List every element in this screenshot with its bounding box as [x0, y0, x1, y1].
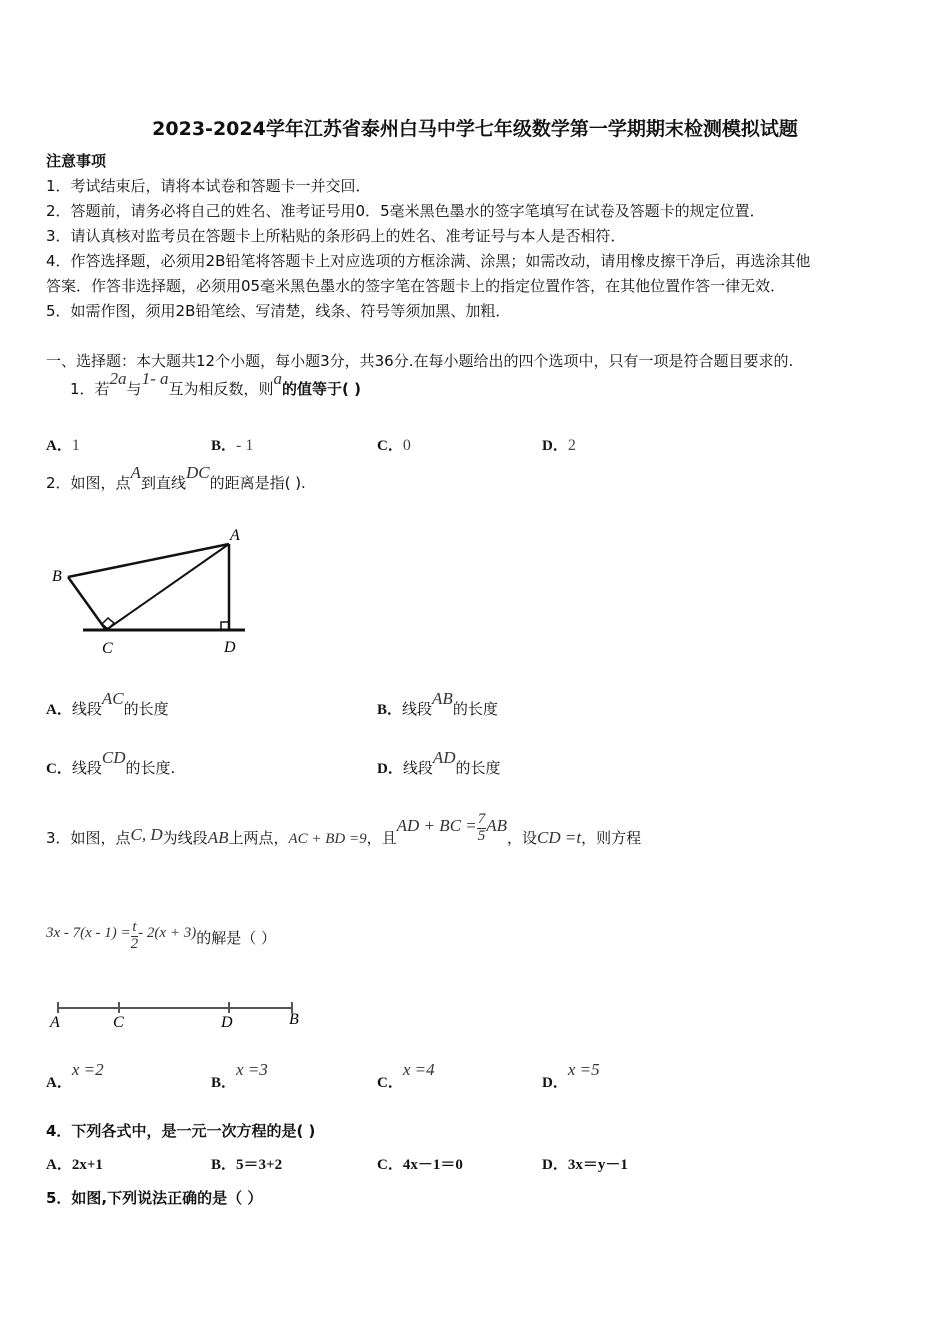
- label-c: C: [102, 640, 113, 657]
- label-d: D: [224, 639, 236, 656]
- q1-math-1-minus-a: 1- a: [141, 369, 169, 388]
- q2-option-d[interactable]: D．线段AD的长度: [377, 748, 501, 777]
- label-b: B: [52, 568, 62, 585]
- label-d: D: [221, 1014, 233, 1031]
- q4-option-d[interactable]: D．3x＝y－1: [542, 1157, 628, 1173]
- q3-fraction-7-5: $\frac{7}{5}$: [477, 811, 486, 844]
- q2-suffix: 的距离是指( ).: [209, 474, 306, 492]
- q3-option-d[interactable]: D．x =5: [542, 1060, 600, 1091]
- label-b: B: [289, 1011, 299, 1028]
- q3-eq-left: 3x - 7(x - 1) =: [46, 924, 131, 941]
- label-a: A: [50, 1014, 60, 1031]
- question-4: 4．下列各式中，是一元一次方程的是( ): [46, 1122, 316, 1140]
- q3-math-sum: AC + BD =9: [288, 831, 367, 847]
- q2-option-a[interactable]: A．线段AC的长度: [46, 689, 169, 718]
- page-title: 2023-2024学年江苏省泰州白马中学七年级数学第一学期期末检测模拟试题: [152, 118, 798, 140]
- q4-option-b[interactable]: B．5＝3+2: [211, 1157, 283, 1173]
- notice-heading: 注意事项: [46, 152, 107, 170]
- q2-triangle-figure: [40, 520, 260, 660]
- q3-mid2: 上两点，: [228, 829, 289, 847]
- q3-option-b[interactable]: B．x =3: [211, 1060, 268, 1091]
- notice-item-3: 3．请认真核对监考员在答题卡上所粘贴的条形码上的姓名、准考证号与本人是否相符．: [46, 227, 626, 245]
- q3-math-cd: C, D: [130, 825, 163, 844]
- q1-prefix: 1．若: [70, 380, 110, 398]
- question-2: [46, 463, 306, 493]
- q1-option-a[interactable]: A．1: [46, 437, 80, 454]
- q3-math-cdt: CD =t: [537, 828, 582, 847]
- notice-item-4-cont: 答案．作答非选择题，必须用05毫米黑色墨水的签字笔在答题卡上的指定位置作答，在其他位置作答一律无效．: [46, 277, 786, 295]
- q3-option-a[interactable]: A．x =2: [46, 1060, 104, 1091]
- q1-option-c[interactable]: C．0: [377, 437, 411, 454]
- q1-mid1: 与: [126, 380, 142, 398]
- q3-mid3: ，且: [366, 829, 397, 847]
- notice-item-4: 4．作答选择题，必须用2B铅笔将答题卡上对应选项的方框涂满、涂黑；如需改动，请用橡皮擦干净后，再选涂其他: [46, 252, 811, 270]
- q3-math-ab: AB: [207, 828, 229, 847]
- q3-mid4: ，设: [507, 829, 538, 847]
- q3-segment-figure: [40, 995, 320, 1035]
- q3-math-ab2: AB: [486, 816, 508, 835]
- question-5: 5．如图,下列说法正确的是（ ）: [46, 1189, 263, 1207]
- q3-eq-fraction: $\frac{t}{2}$: [130, 919, 139, 952]
- q4-option-a[interactable]: A．2x+1: [46, 1157, 103, 1173]
- q1-math-2a: 2a: [109, 369, 127, 388]
- q2-option-c[interactable]: C．线段CD的长度.: [46, 748, 176, 777]
- q2-mid: 到直线: [140, 474, 186, 492]
- q3-mid1: 为线段: [162, 829, 208, 847]
- q3-math-adbc: AD + BC =: [396, 816, 477, 835]
- q3-eq-right: - 2(x + 3): [138, 924, 197, 941]
- notice-item-1: 1．考试结束后，请将本试卷和答题卡一并交回．: [46, 177, 371, 195]
- question-1: [70, 369, 361, 399]
- q1-suffix: 的值等于( ): [282, 380, 361, 398]
- q3-eq-suffix: 的解是（ ）: [196, 928, 276, 947]
- q3-suffix: ，则方程: [581, 829, 642, 847]
- q4-option-c[interactable]: C．4x－1＝0: [377, 1157, 463, 1173]
- q1-math-a: a: [273, 369, 282, 388]
- q2-math-a: A: [130, 463, 141, 482]
- question-3: [46, 808, 641, 869]
- q3-prefix: 3．如图，点: [46, 829, 131, 847]
- label-c: C: [113, 1014, 124, 1031]
- q2-option-b[interactable]: B．线段AB的长度: [377, 689, 498, 718]
- label-a: A: [230, 527, 240, 544]
- q1-mid2: 互为相反数，则: [168, 380, 274, 398]
- notice-item-2: 2．答题前，请务必将自己的姓名、准考证号用0．5毫米黑色墨水的签字笔填写在试卷及答题卡的规定位置．: [46, 202, 765, 220]
- q1-option-d[interactable]: D．2: [542, 437, 576, 454]
- q2-math-dc: DC: [185, 463, 210, 482]
- section-heading: 一、选择题：本大题共12个小题，每小题3分，共36分.在每小题给出的四个选项中，只有一项是符合题目要求的.: [46, 352, 794, 370]
- q2-prefix: 2．如图，点: [46, 474, 131, 492]
- segment-bc: [68, 577, 106, 630]
- notice-item-5: 5．如需作图，须用2B铅笔绘、写清楚，线条、符号等须加黑、加粗．: [46, 302, 511, 320]
- q3-option-c[interactable]: C．x =4: [377, 1060, 435, 1091]
- q1-option-b[interactable]: B．- 1: [211, 437, 254, 454]
- q3-equation: [46, 919, 276, 955]
